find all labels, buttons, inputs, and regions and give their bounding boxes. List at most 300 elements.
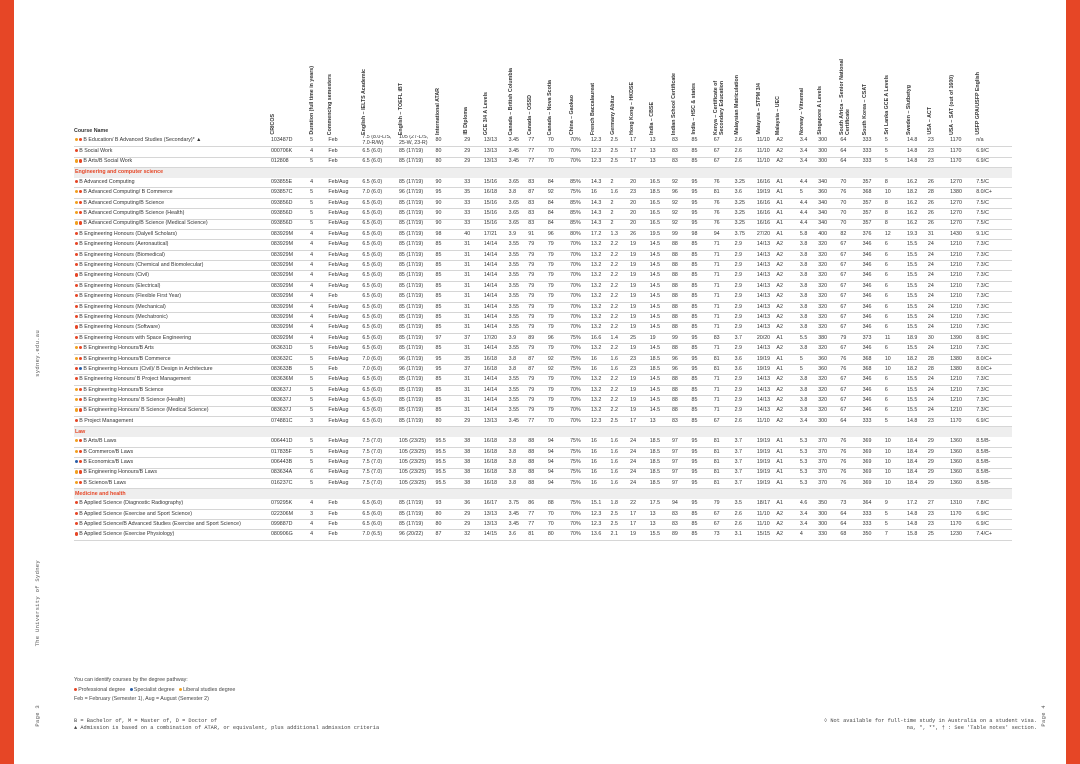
table-cell: 85 (17/19) <box>398 302 435 312</box>
table-cell: 3.4 <box>799 520 817 530</box>
table-cell: 4 <box>309 178 327 188</box>
table-cell: 79 <box>527 323 547 333</box>
table-cell: 70 <box>547 147 569 157</box>
table-cell: 093856D <box>270 219 309 229</box>
table-cell: 88 <box>671 281 691 291</box>
table-cell: 95 <box>691 354 713 364</box>
table-cell: 15.5 <box>906 240 927 250</box>
column-header <box>949 52 975 135</box>
table-cell: 14.8 <box>906 509 927 519</box>
degree-pathway-dot-icon <box>75 388 78 391</box>
degree-pathway-dot-icon <box>75 190 78 193</box>
table-cell: 7.3/C <box>975 250 1012 260</box>
table-cell: 79 <box>713 499 734 509</box>
table-cell: 2.9 <box>734 271 756 281</box>
table-cell: 31 <box>463 396 483 406</box>
table-cell: 022306M <box>270 509 309 519</box>
course-row <box>74 385 1012 395</box>
table-cell: 85 <box>435 344 464 354</box>
table-cell: 7.3/C <box>975 313 1012 323</box>
table-cell: 5 <box>884 520 906 530</box>
degree-pathway-dot-icon <box>79 221 82 224</box>
table-cell: Feb <box>327 292 361 302</box>
table-cell: 71 <box>713 375 734 385</box>
table-cell: 4 <box>309 333 327 343</box>
table-cell: 16.5 <box>649 219 671 229</box>
table-cell: A1 <box>775 209 799 219</box>
column-header-label: English – IELTS Academic <box>361 69 368 135</box>
table-cell: 19 <box>629 313 649 323</box>
table-cell: 14.3 <box>590 209 610 219</box>
table-cell: 15/16 <box>483 219 508 229</box>
degree-pathway-dot-icon <box>75 315 78 318</box>
degree-pathway-dot-icon <box>75 180 78 183</box>
course-name: B Commerce/B Laws <box>83 448 134 455</box>
table-cell: 26 <box>629 229 649 239</box>
table-cell: 080906G <box>270 530 309 540</box>
table-cell: 85 (17/19) <box>398 499 435 509</box>
table-cell: 24 <box>629 478 649 488</box>
column-header <box>483 52 508 135</box>
table-cell: 3.8 <box>508 437 528 447</box>
table-cell: 4 <box>309 261 327 271</box>
table-cell: 2.5 <box>610 135 630 147</box>
table-cell: 85 <box>435 396 464 406</box>
table-cell: 85% <box>569 178 590 188</box>
course-name-cell <box>74 385 270 395</box>
table-cell: 83 <box>713 333 734 343</box>
table-cell: 4 <box>309 499 327 509</box>
table-cell: 77 <box>527 520 547 530</box>
course-row <box>74 229 1012 239</box>
table-cell: 81 <box>713 354 734 364</box>
table-cell: 1270 <box>949 178 975 188</box>
table-cell: 364 <box>862 499 884 509</box>
table-cell: 105 (23/25) <box>398 478 435 488</box>
table-cell: 71 <box>713 344 734 354</box>
table-cell: 2.9 <box>734 250 756 260</box>
table-cell: 330 <box>817 530 839 540</box>
table-cell: 76 <box>839 365 861 375</box>
table-cell: Feb/Aug <box>327 416 361 426</box>
table-cell: 5 <box>309 135 327 147</box>
table-cell: 006443B <box>270 458 309 468</box>
table-cell: 85 <box>691 323 713 333</box>
table-cell: 3.55 <box>508 375 528 385</box>
table-cell: 79 <box>527 240 547 250</box>
table-cell: 67 <box>839 344 861 354</box>
table-cell: 40 <box>463 229 483 239</box>
column-header-label: Canada – OSSD <box>527 94 534 135</box>
course-row <box>74 520 1012 530</box>
table-cell: 85 <box>691 385 713 395</box>
table-cell: 13.2 <box>590 375 610 385</box>
table-cell: 31 <box>463 344 483 354</box>
table-cell: 083929M <box>270 240 309 250</box>
table-cell: 85 <box>435 313 464 323</box>
course-name-cell <box>74 292 270 302</box>
table-cell: A2 <box>775 281 799 291</box>
table-cell: 95.5 <box>435 447 464 457</box>
table-cell: 88 <box>671 375 691 385</box>
table-cell: 31 <box>463 302 483 312</box>
table-cell: 16/18 <box>483 447 508 457</box>
table-cell: 16/17 <box>483 499 508 509</box>
table-cell: 2.2 <box>610 240 630 250</box>
table-cell: 94 <box>547 458 569 468</box>
table-cell: 300 <box>817 416 839 426</box>
degree-pathway-dot-icon <box>75 242 78 245</box>
table-cell: 340 <box>817 198 839 208</box>
table-cell: 14/14 <box>483 344 508 354</box>
table-cell: 083929M <box>270 261 309 271</box>
table-cell: 18.2 <box>906 188 927 198</box>
table-cell: 19 <box>629 261 649 271</box>
table-cell: 14/14 <box>483 313 508 323</box>
table-cell: 76 <box>713 178 734 188</box>
table-cell: 24 <box>927 323 949 333</box>
table-cell: 37 <box>463 333 483 343</box>
table-cell: 5 <box>884 509 906 519</box>
table-cell: 4.4 <box>799 198 817 208</box>
table-cell: 71 <box>713 250 734 260</box>
table-cell: 6.9/C <box>975 416 1012 426</box>
table-cell: 7 <box>884 530 906 540</box>
table-cell: A2 <box>775 530 799 540</box>
table-cell: 95.5 <box>435 437 464 447</box>
section-title: Engineering and computer science <box>74 167 1012 178</box>
column-header <box>610 52 630 135</box>
table-cell: 19.5 <box>649 229 671 239</box>
degree-pathway-dot-icon <box>75 336 78 339</box>
table-cell: 400 <box>817 229 839 239</box>
table-cell: 83 <box>671 157 691 167</box>
table-cell: 7.5 (7.0) <box>361 458 398 468</box>
table-cell: 84 <box>547 219 569 229</box>
table-cell: 360 <box>817 188 839 198</box>
degree-pathway-dot-icon <box>79 346 82 349</box>
table-cell: 5 <box>309 396 327 406</box>
table-cell: 083636M <box>270 375 309 385</box>
course-row <box>74 509 1012 519</box>
table-cell: 85 (17/19) <box>398 209 435 219</box>
table-cell: 3.6 <box>734 365 756 375</box>
table-cell: 7.3/C <box>975 292 1012 302</box>
table-cell: 2.6 <box>734 135 756 147</box>
table-cell: 3.8 <box>799 281 817 291</box>
table-cell: 3.8 <box>508 365 528 375</box>
table-cell: 16.5 <box>649 178 671 188</box>
table-cell: 2.9 <box>734 302 756 312</box>
table-cell: 88 <box>671 344 691 354</box>
table-cell: 1170 <box>949 135 975 147</box>
table-cell: 88 <box>671 261 691 271</box>
table-cell: 3.8 <box>799 385 817 395</box>
table-cell: 12.3 <box>590 135 610 147</box>
table-cell: 2 <box>610 178 630 188</box>
table-cell: 6.9/C <box>975 509 1012 519</box>
column-header-label: India – CBSE <box>648 102 655 135</box>
table-cell: 1270 <box>949 209 975 219</box>
table-cell: 79 <box>527 292 547 302</box>
table-cell: 2.2 <box>610 313 630 323</box>
table-cell: 75% <box>569 447 590 457</box>
table-cell: 29 <box>463 135 483 147</box>
table-cell: 80 <box>435 520 464 530</box>
degree-pathway-dot-icon <box>79 138 82 141</box>
table-cell: 70% <box>569 396 590 406</box>
table-cell: 16/18 <box>483 365 508 375</box>
degree-pathway-dot-icon <box>79 190 82 193</box>
table-cell: 85 <box>691 302 713 312</box>
specialist-dot-icon <box>130 688 133 691</box>
table-cell: 7.3/C <box>975 240 1012 250</box>
table-cell: 26 <box>927 209 949 219</box>
table-cell: 24 <box>629 447 649 457</box>
table-cell: 23 <box>629 354 649 364</box>
course-name-cell <box>74 178 270 188</box>
degree-pathway-dot-icon <box>79 450 82 453</box>
table-cell: 13/13 <box>483 416 508 426</box>
page-number-left: Page 3 <box>34 705 41 727</box>
table-cell: 80 <box>435 509 464 519</box>
table-cell: A1 <box>775 333 799 343</box>
table-cell: 7.3/C <box>975 302 1012 312</box>
table-cell: 85 <box>435 302 464 312</box>
table-cell: 88 <box>671 313 691 323</box>
table-cell: 333 <box>862 416 884 426</box>
table-cell: 1310 <box>949 499 975 509</box>
course-row <box>74 447 1012 457</box>
table-cell: 1170 <box>949 157 975 167</box>
table-cell: A2 <box>775 135 799 147</box>
degree-pathway-dot-icon <box>79 367 82 370</box>
course-row <box>74 188 1012 198</box>
table-cell: 14/15 <box>483 530 508 540</box>
table-cell: 85 <box>691 240 713 250</box>
column-header <box>435 52 464 135</box>
table-cell: 5 <box>884 135 906 147</box>
course-row <box>74 333 1012 343</box>
table-cell: 24 <box>927 271 949 281</box>
degree-pathway-dot-icon <box>79 211 82 214</box>
course-name: B Advanced Computing/ B Commerce <box>83 189 173 196</box>
table-cell: 3.8 <box>799 375 817 385</box>
table-cell: 8 <box>884 178 906 188</box>
table-cell: 31 <box>463 281 483 291</box>
course-name-cell <box>74 313 270 323</box>
table-cell: A1 <box>775 458 799 468</box>
table-cell: 81 <box>713 478 734 488</box>
table-cell: 90 <box>435 209 464 219</box>
course-row <box>74 416 1012 426</box>
table-cell: 5 <box>309 198 327 208</box>
table-cell: 376 <box>862 229 884 239</box>
column-header <box>927 52 949 135</box>
table-cell: 76 <box>839 468 861 478</box>
table-cell: 85 <box>435 250 464 260</box>
column-header-label: Kenya – Certificate of Secondary Education <box>712 80 725 135</box>
degree-pathway-dot-icon <box>75 357 78 360</box>
table-cell: 368 <box>862 188 884 198</box>
professional-dot-icon <box>74 688 77 691</box>
table-cell: 3.6 <box>734 354 756 364</box>
table-cell: 1170 <box>949 416 975 426</box>
table-cell: 85 <box>691 157 713 167</box>
table-cell: 85 <box>691 271 713 281</box>
table-cell: 13.2 <box>590 313 610 323</box>
course-name: B Engineering Honours/B Arts <box>83 345 154 352</box>
table-cell: 083929M <box>270 229 309 239</box>
table-cell: 360 <box>817 365 839 375</box>
table-cell: 16 <box>590 354 610 364</box>
table-cell: 083929M <box>270 302 309 312</box>
table-cell: A2 <box>775 396 799 406</box>
course-name: B Engineering Honours (Mechatronic) <box>79 313 168 320</box>
table-cell: 14.5 <box>649 396 671 406</box>
table-cell: 14/13 <box>756 385 776 395</box>
table-cell: 3.45 <box>508 509 528 519</box>
table-cell: 2.2 <box>610 406 630 416</box>
table-cell: 23 <box>927 135 949 147</box>
table-cell: 24 <box>927 281 949 291</box>
table-cell: 12.3 <box>590 157 610 167</box>
table-cell: 7.0 (6.0) <box>361 188 398 198</box>
table-cell: 5.3 <box>799 478 817 488</box>
column-header <box>527 52 547 135</box>
table-cell: 70% <box>569 509 590 519</box>
table-cell: 4 <box>309 292 327 302</box>
table-cell: 16/16 <box>756 198 776 208</box>
table-cell: 85 (17/19) <box>398 333 435 343</box>
table-cell: 3.9 <box>508 229 528 239</box>
table-cell: 14/13 <box>756 344 776 354</box>
degree-pathway-dot-icon <box>75 325 78 328</box>
course-name: B Education/ B Advanced Studies (Secondary)* ▲ <box>83 136 202 143</box>
table-cell: 38 <box>463 447 483 457</box>
table-cell: 2.2 <box>610 292 630 302</box>
table-cell: 12.3 <box>590 509 610 519</box>
table-cell: 369 <box>862 478 884 488</box>
table-cell: 85 <box>691 416 713 426</box>
course-name: B Applied Science (Exercise Physiology) <box>79 531 175 538</box>
table-cell: 3.8 <box>508 458 528 468</box>
table-cell: Feb/Aug <box>327 240 361 250</box>
table-cell: 370 <box>817 468 839 478</box>
table-cell: 7.3/C <box>975 344 1012 354</box>
table-cell: 90 <box>435 198 464 208</box>
table-cell: 19.3 <box>906 229 927 239</box>
table-cell: 85% <box>569 198 590 208</box>
table-cell: 2.2 <box>610 396 630 406</box>
table-cell: 340 <box>817 209 839 219</box>
table-cell: 71 <box>713 302 734 312</box>
table-cell: 14.8 <box>906 147 927 157</box>
table-cell: 4.4 <box>799 209 817 219</box>
course-row <box>74 530 1012 540</box>
table-cell: 88 <box>671 385 691 395</box>
table-cell: 85 (17/19) <box>398 229 435 239</box>
table-cell: 71 <box>713 271 734 281</box>
table-cell: 1210 <box>949 250 975 260</box>
table-cell: 70 <box>547 416 569 426</box>
table-cell: 16 <box>590 365 610 375</box>
table-cell: 71 <box>713 323 734 333</box>
table-cell: 79 <box>547 271 569 281</box>
site-url: sydney.edu.au <box>34 330 41 377</box>
table-cell: 7.5 (7.0) <box>361 468 398 478</box>
table-cell: 38 <box>463 478 483 488</box>
table-cell: 2.6 <box>734 157 756 167</box>
table-cell: 6 <box>884 292 906 302</box>
table-cell: 38 <box>463 437 483 447</box>
table-cell: 87 <box>527 354 547 364</box>
course-name-cell <box>74 271 270 281</box>
table-cell: 31 <box>927 229 949 239</box>
table-cell: 093855E <box>270 178 309 188</box>
column-header-label: Canada – British Columbia <box>507 67 514 135</box>
degree-pathway-dot-icon <box>75 481 78 484</box>
table-cell: 105 (23/25) <box>398 458 435 468</box>
table-cell: 14.5 <box>649 281 671 291</box>
course-name: B Arts/B Social Work <box>83 158 133 165</box>
table-cell: 67 <box>839 323 861 333</box>
table-cell: 79 <box>527 261 547 271</box>
table-cell: 346 <box>862 261 884 271</box>
table-cell: 320 <box>817 261 839 271</box>
table-cell: Feb/Aug <box>327 261 361 271</box>
table-cell: 12.3 <box>590 520 610 530</box>
table-cell: 76 <box>839 188 861 198</box>
column-header-label: Norway – Vitnemal <box>798 87 805 135</box>
table-cell: 85 (17/19) <box>398 416 435 426</box>
degree-pathway-dot-icon <box>75 211 78 214</box>
course-name: B Science/B Laws <box>83 479 127 486</box>
table-cell: 81 <box>713 468 734 478</box>
legend-liberal: Liberal studies degree <box>183 686 236 693</box>
table-cell: A1 <box>775 437 799 447</box>
column-header <box>629 52 649 135</box>
table-cell: 2.2 <box>610 375 630 385</box>
table-cell: 1210 <box>949 281 975 291</box>
table-cell: 95 <box>691 178 713 188</box>
table-cell: Feb/Aug <box>327 333 361 343</box>
table-cell: 29 <box>927 447 949 457</box>
table-cell: 12.3 <box>590 416 610 426</box>
table-cell: 3.7 <box>734 437 756 447</box>
table-cell: 85 (17/19) <box>398 292 435 302</box>
course-row <box>74 344 1012 354</box>
table-cell: 8.5/B- <box>975 468 1012 478</box>
table-cell: Feb/Aug <box>327 219 361 229</box>
table-cell: 17/21 <box>483 229 508 239</box>
table-cell: 98 <box>691 229 713 239</box>
course-row <box>74 365 1012 375</box>
table-cell: 79 <box>547 292 569 302</box>
table-cell: 19 <box>649 333 671 343</box>
table-cell: 70 <box>547 157 569 167</box>
degree-pathway-dot-icon <box>75 253 78 256</box>
table-cell: 84 <box>547 209 569 219</box>
column-header-label: Malaysia – UEC <box>775 95 782 135</box>
table-cell: 4 <box>309 271 327 281</box>
table-cell: 14/13 <box>756 240 776 250</box>
table-cell: 7.3/C <box>975 323 1012 333</box>
table-cell: 25 <box>927 530 949 540</box>
table-cell: 67 <box>713 135 734 147</box>
table-cell: 3.25 <box>734 219 756 229</box>
table-cell: 81 <box>713 365 734 375</box>
